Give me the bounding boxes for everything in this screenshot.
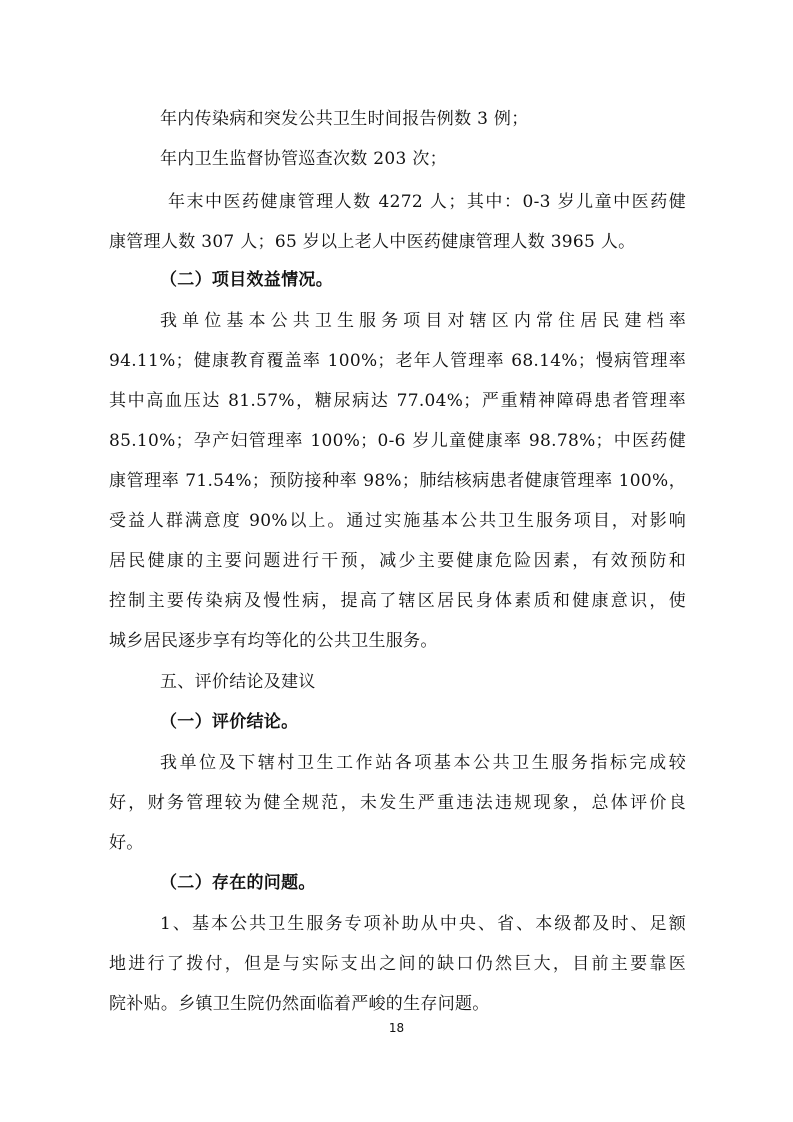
paragraph-line: 地进行了拨付，但是与实际支出之间的缺口仍然巨大，目前主要靠医 bbox=[109, 954, 686, 974]
section-heading: 五、评价结论及建议 bbox=[160, 672, 316, 692]
paragraph-line: 受益人群满意度 90%以上。通过实施基本公共卫生服务项目，对影响 bbox=[109, 511, 686, 531]
paragraph-line: 控制主要传染病及慢性病，提高了辖区居民身体素质和健康意识，使 bbox=[109, 591, 686, 611]
paragraph-line: 年内卫生监督协管巡查次数 203 次； bbox=[160, 149, 447, 169]
paragraph-line: 1、基本公共卫生服务专项补助从中央、省、本级都及时、足额 bbox=[160, 914, 686, 934]
paragraph-line: 我单位基本公共卫生服务项目对辖区内常住居民建档率 bbox=[160, 311, 686, 331]
subsection-heading: （二）存在的问题。 bbox=[160, 873, 316, 893]
paragraph-line: 院补贴。乡镇卫生院仍然面临着严峻的生存问题。 bbox=[109, 994, 490, 1014]
paragraph-line: 其中高血压达 81.57%，糖尿病达 77.04%；严重精神障碍患者管理率 bbox=[109, 391, 686, 411]
section-heading: （二）项目效益情况。 bbox=[160, 270, 333, 290]
paragraph-line: 康管理人数 307 人；65 岁以上老人中医药健康管理人数 3965 人。 bbox=[109, 232, 636, 252]
paragraph-line: 94.11%；健康教育覆盖率 100%；老年人管理率 68.14%；慢病管理率 bbox=[109, 351, 686, 371]
paragraph-line: 年内传染病和突发公共卫生时间报告例数 3 例； bbox=[160, 109, 529, 129]
paragraph-line: 好，财务管理较为健全规范，未发生严重违法违规现象，总体评价良 bbox=[109, 793, 686, 813]
subsection-heading: （一）评价结论。 bbox=[160, 712, 299, 732]
paragraph-line: 我单位及下辖村卫生工作站各项基本公共卫生服务指标完成较 bbox=[160, 753, 686, 773]
page-number: 18 bbox=[388, 1021, 405, 1035]
paragraph-line: 年末中医药健康管理人数 4272 人；其中：0-3 岁儿童中医药健 bbox=[168, 192, 686, 212]
paragraph-line: 城乡居民逐步享有均等化的公共卫生服务。 bbox=[109, 631, 438, 651]
paragraph-line: 康管理率 71.54%；预防接种率 98%；肺结核病患者健康管理率 100%， bbox=[109, 471, 686, 491]
paragraph-line: 85.10%；孕产妇管理率 100%；0-6 岁儿童健康率 98.78%；中医药健 bbox=[109, 431, 686, 451]
paragraph-line: 居民健康的主要问题进行干预，减少主要健康危险因素，有效预防和 bbox=[109, 551, 686, 571]
paragraph-line: 好。 bbox=[109, 833, 144, 853]
